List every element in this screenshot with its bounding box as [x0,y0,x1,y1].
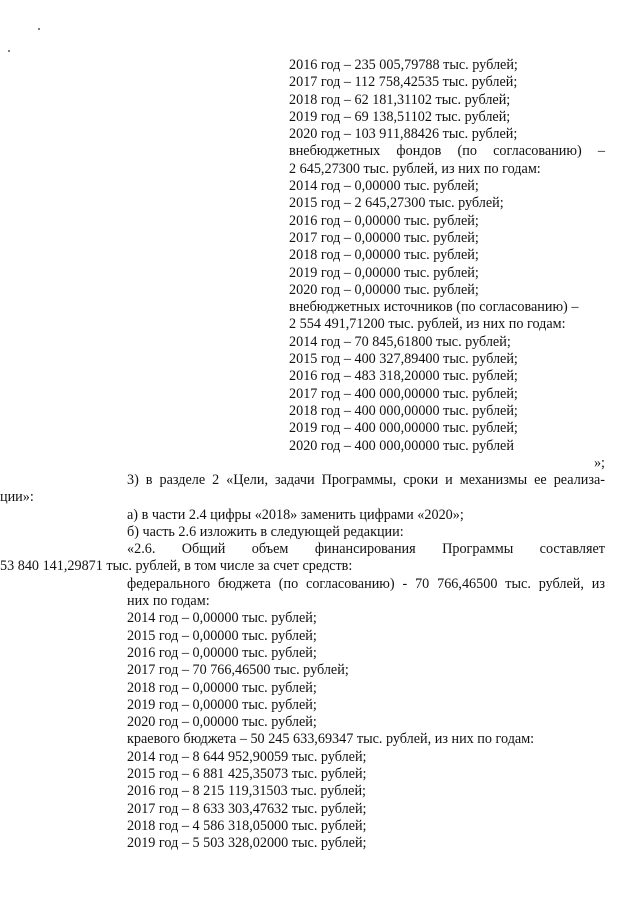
year-amount-line: 2017 год – 112 758,42535 тыс. рублей; [289,74,518,91]
year-amount-line: 2017 год – 70 766,46500 тыс. рублей; [127,662,349,679]
year-amount-line: 2015 год – 400 327,89400 тыс. рублей; [289,351,518,368]
year-amount-line: 2016 год – 235 005,79788 тыс. рублей; [289,57,518,73]
year-amount-line: 2016 год – 0,00000 тыс. рублей; [289,212,479,229]
federal-years-list [115,610,605,731]
year-amount-line: 2016 год – 8 215 119,31503 тыс. рублей; [127,783,366,800]
year-amount-line: 2019 год – 69 138,51102 тыс. рублей; [289,108,511,125]
year-amount-line: 2019 год – 0,00000 тыс. рублей; [289,264,479,281]
year-amount-line: 2018 год – 400 000,00000 тыс. рублей; [289,402,518,419]
paragraph-2-6-line-2: 53 840 141,29871 тыс. рублей, в том числе за счет средств: [0,558,353,575]
item-3-line-2: ции»: [0,489,34,506]
year-amount-line: 2014 год – 0,00000 тыс. рублей; [289,178,479,195]
year-amount-line: 2014 год – 8 644 952,90059 тыс. рублей; [127,748,367,765]
year-amount-line: 2015 год – 0,00000 тыс. рублей; [127,627,317,644]
year-amount-line: 2020 год – 400 000,00000 тыс. рублей [289,437,514,454]
federal-budget-line-1: федерального бюджета (по согласованию) - 70 766,46500 тыс. рублей, из [127,575,605,592]
year-amount-line: 2018 год – 0,00000 тыс. рублей; [127,679,317,696]
year-amount-line: 2017 год – 400 000,00000 тыс. рублей; [289,385,518,402]
item-b: б) часть 2.6 изложить в следующей редакции: [127,523,404,540]
scan-speck [38,28,40,30]
year-amount-line: 2018 год – 4 586 318,05000 тыс. рублей; [127,817,367,834]
item-a: а) в части 2.4 цифры «2018» заменить цифрами «2020»; [127,506,464,523]
year-amount-line: 2018 год – 0,00000 тыс. рублей; [289,247,479,264]
offbudget-funds-heading: внебюджетных фондов (по согласованию) – [289,143,605,160]
year-amount-line: 2020 год – 0,00000 тыс. рублей; [127,714,317,731]
year-amount-line: 2015 год – 6 881 425,35073 тыс. рублей; [127,766,367,783]
year-amount-line: 2016 год – 0,00000 тыс. рублей; [127,644,317,661]
year-amount-line: 2019 год – 0,00000 тыс. рублей; [127,696,317,713]
offbudget-sources-heading: внебюджетных источников (по согласованию) – [289,299,579,316]
years-tail-list [289,57,605,143]
scan-speck [8,50,10,52]
year-amount-line: 2014 год – 0,00000 тыс. рублей; [127,610,317,627]
federal-budget-line-2: них по годам: [127,593,210,610]
year-amount-line: 2020 год – 0,00000 тыс. рублей; [289,281,479,298]
year-amount-line: 2017 год – 8 633 303,47632 тыс. рублей; [127,800,367,817]
year-amount-line: 2020 год – 103 911,88426 тыс. рублей; [289,126,518,143]
year-amount-line: 2019 год – 5 503 328,02000 тыс. рублей; [127,835,367,852]
year-amount-line: 2017 год – 0,00000 тыс. рублей; [289,229,479,246]
regional-budget-line: краевого бюджета – 50 245 633,69347 тыс. рублей, из них по годам: [127,731,535,748]
offbudget-funds-total: 2 645,27300 тыс. рублей, из них по годам: [289,160,541,177]
year-amount-line: 2016 год – 483 318,20000 тыс. рублей; [289,368,518,385]
financing-block [289,57,605,472]
offbudget-sources-years-list [289,334,605,455]
year-amount-line: 2019 год – 400 000,00000 тыс. рублей; [289,420,518,437]
year-amount-line: 2014 год – 70 845,61800 тыс. рублей; [289,333,511,350]
paragraph-2-6-line-1: «2.6. Общий объем финансирования Программы составляет [127,541,605,558]
offbudget-funds-years-list [289,178,605,299]
year-amount-line: 2018 год – 62 181,31102 тыс. рублей; [289,91,511,108]
offbudget-sources-total: 2 554 491,71200 тыс. рублей, из них по годам: [289,316,566,333]
amendments-block [0,472,605,853]
closing-quote: »; [593,454,605,471]
regional-years-list [115,749,605,853]
item-3-line-1: 3) в разделе 2 «Цели, задачи Программы, сроки и механизмы ее реализа- [127,472,605,488]
year-amount-line: 2015 год – 2 645,27300 тыс. рублей; [289,195,504,212]
